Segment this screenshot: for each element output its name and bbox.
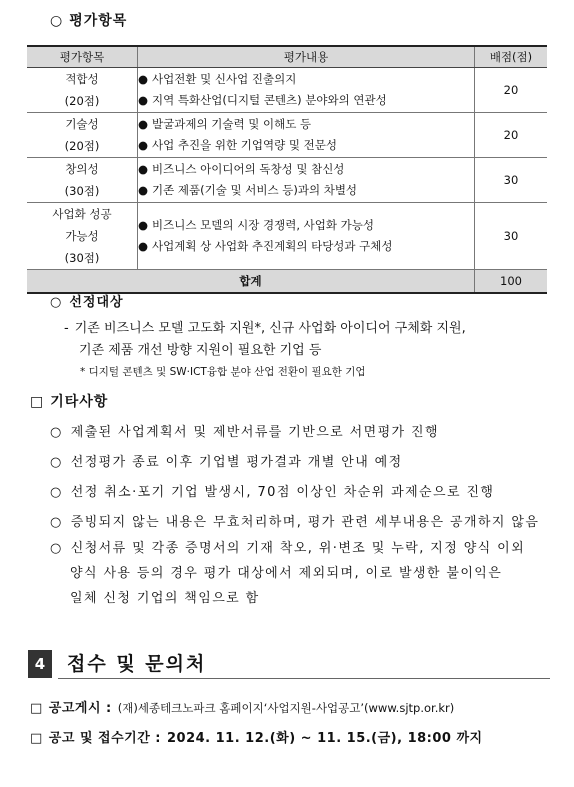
item-name: 사업화 성공 — [52, 207, 112, 221]
bullet-icon: ● — [138, 138, 149, 152]
other-item-line: 양식 사용 등의 경우 평가 대상에서 제외되며, 이로 발생한 불이익은 — [70, 566, 503, 581]
content-line — [138, 69, 474, 90]
content-text: 발굴과제의 기술력 및 이해도 등 — [152, 117, 312, 131]
content-text: 사업전환 및 신사업 진출의지 — [152, 72, 297, 86]
total-label: 합계 — [27, 270, 475, 294]
item-name: 기술성 — [65, 117, 99, 131]
content-line — [138, 159, 474, 180]
other-item — [50, 451, 403, 470]
selection-line — [64, 318, 466, 340]
bullet-icon: ● — [138, 162, 149, 176]
period-label: 공고 및 접수기간 : — [48, 731, 161, 746]
period-line — [30, 727, 483, 746]
score-cell: 30 — [475, 158, 548, 203]
item-points: (20점) — [64, 139, 100, 153]
other-item — [50, 421, 439, 440]
bullet-icon: ● — [138, 218, 149, 232]
total-score: 100 — [475, 270, 548, 294]
content-line — [138, 215, 474, 236]
other-item — [50, 536, 525, 611]
content-cell — [138, 158, 475, 203]
table-row — [27, 68, 547, 113]
period-text: 2024. 11. 12.(화) ~ 11. 15.(금), 18:00 까지 — [166, 731, 483, 746]
item-name: 창의성 — [65, 162, 99, 176]
selection-line: 기존 제품 개선 방향 지원이 필요한 기업 등 — [79, 343, 322, 358]
notice-text: (재)세종테크노파크 홈페이지‘사업지원-사업공고’(www.sjtp.or.kr) — [117, 701, 455, 715]
table-row — [27, 203, 547, 270]
chapter-title: 접수 및 문의처 — [67, 653, 207, 675]
other-item — [50, 511, 539, 530]
content-line — [138, 236, 474, 257]
total-row — [27, 270, 547, 294]
other-heading — [30, 391, 108, 411]
other-heading-text: 기타사항 — [50, 394, 109, 410]
item-points: (30점) — [64, 184, 100, 198]
circle-marker: ○ — [50, 485, 63, 500]
selection-text: 기존 비즈니스 모델 고도화 지원*, 신규 사업화 아이디어 구체화 지원, — [74, 321, 466, 336]
other-item-line: 일체 신청 기업의 책임으로 함 — [70, 591, 260, 606]
content-line — [138, 114, 474, 135]
other-item-text: 증빙되지 않는 내용은 무효처리하며, 평가 관련 세부내용은 공개하지 않음 — [70, 515, 540, 530]
selection-heading — [50, 291, 124, 310]
evaluation-heading-text: 평가항목 — [69, 13, 128, 29]
column-header-score: 배점(점) — [475, 46, 548, 68]
table-header-row — [27, 46, 547, 68]
table-row — [27, 158, 547, 203]
chapter-number: 4 — [28, 650, 52, 678]
content-line — [138, 180, 474, 201]
item-cell — [27, 158, 138, 203]
item-points: (20점) — [64, 94, 100, 108]
bullet-icon: ● — [138, 239, 149, 253]
item-cell — [27, 203, 138, 270]
content-text: 지역 특화산업(디지털 콘텐츠) 분야와의 연관성 — [152, 93, 387, 107]
content-cell — [138, 113, 475, 158]
other-item-text: 신청서류 및 각종 증명서의 기재 착오, 위·변조 및 누락, 지정 양식 이외 — [70, 541, 526, 556]
other-item-text: 선정 취소·포기 기업 발생시, 70점 이상인 차순위 과제순으로 진행 — [70, 485, 495, 500]
column-header-content: 평가내용 — [138, 46, 475, 68]
table-row — [27, 113, 547, 158]
column-header-item: 평가항목 — [27, 46, 138, 68]
chapter-underline — [58, 678, 550, 679]
item-points: (30점) — [64, 251, 100, 265]
circle-marker: ○ — [50, 455, 63, 470]
bullet-icon: ● — [138, 117, 149, 131]
bullet-icon: ● — [138, 72, 149, 86]
box-marker: □ — [30, 394, 45, 410]
item-cell — [27, 113, 138, 158]
content-text: 비즈니스 모델의 시장 경쟁력, 사업화 가능성 — [152, 218, 374, 232]
item-name: 적합성 — [65, 72, 99, 86]
circle-marker: ○ — [50, 425, 63, 440]
box-marker: □ — [30, 731, 43, 746]
content-text: 사업 추진을 위한 기업역량 및 전문성 — [152, 138, 337, 152]
other-item-text: 선정평가 종료 이후 기업별 평가결과 개별 안내 예정 — [70, 455, 403, 470]
selection-note: * 디지털 콘텐츠 및 SW·ICT융합 분야 산업 전환이 필요한 기업 — [80, 366, 366, 378]
dash-marker: - — [64, 321, 69, 336]
selection-desc — [64, 318, 466, 362]
circle-marker: ○ — [50, 295, 63, 310]
content-line — [138, 135, 474, 156]
score-cell: 20 — [475, 113, 548, 158]
evaluation-table — [27, 45, 547, 294]
score-cell: 20 — [475, 68, 548, 113]
notice-label: 공고게시 : — [48, 701, 112, 716]
other-item — [50, 481, 494, 500]
box-marker: □ — [30, 701, 43, 716]
content-line — [138, 90, 474, 111]
bullet-icon: ● — [138, 183, 149, 197]
item-name: 가능성 — [65, 229, 99, 243]
content-text: 비즈니스 아이디어의 독창성 및 참신성 — [152, 162, 345, 176]
content-text: 사업계획 상 사업화 추진계획의 타당성과 구체성 — [152, 239, 393, 253]
circle-marker: ○ — [50, 515, 63, 530]
evaluation-heading — [50, 10, 127, 30]
bullet-icon: ● — [138, 93, 149, 107]
circle-marker: ○ — [50, 13, 64, 29]
content-cell — [138, 68, 475, 113]
notice-line — [30, 697, 454, 716]
content-cell — [138, 203, 475, 270]
score-cell: 30 — [475, 203, 548, 270]
content-text: 기존 제품(기술 및 서비스 등)과의 차별성 — [152, 183, 358, 197]
other-item-text: 제출된 사업계획서 및 제반서류를 기반으로 서면평가 진행 — [70, 425, 439, 440]
item-cell — [27, 68, 138, 113]
selection-heading-text: 선정대상 — [69, 295, 124, 310]
circle-marker: ○ — [50, 541, 63, 556]
other-item-line — [50, 536, 525, 561]
